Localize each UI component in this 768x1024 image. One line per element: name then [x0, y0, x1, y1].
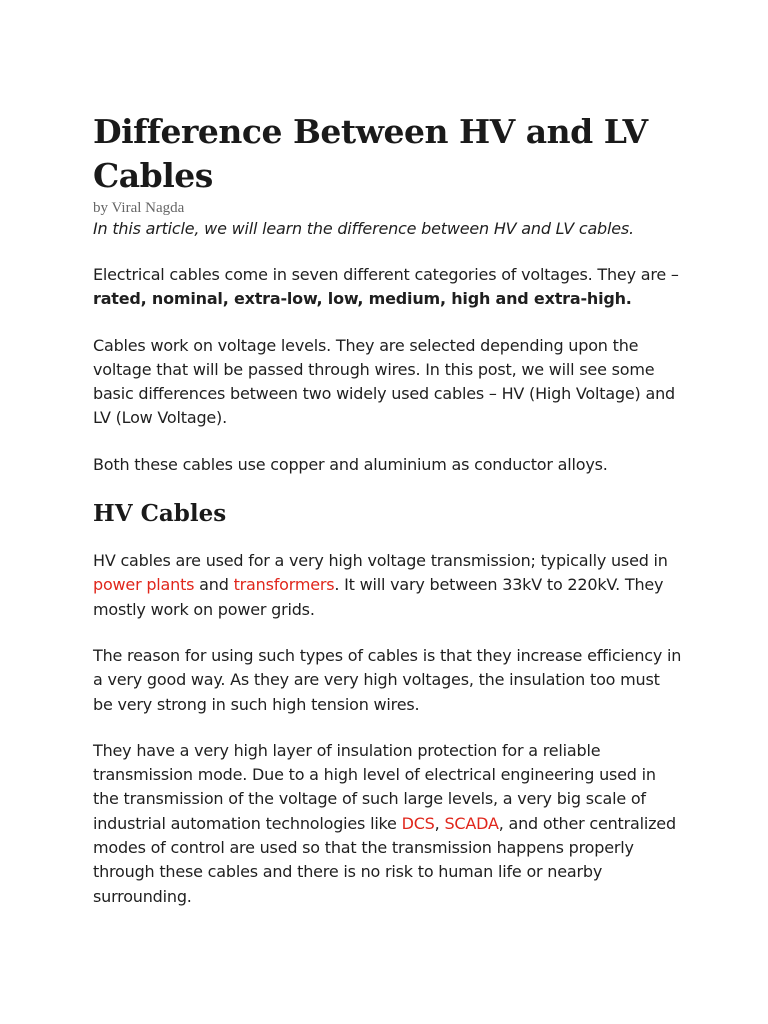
- article-title: Difference Between HV and LV Cables: [93, 112, 648, 195]
- voltage-categories-bold: rated, nominal, extra-low, low, medium, high and extra-high.: [93, 289, 632, 309]
- paragraph-text: HV cables are used for a very high voltage transmission; typically used in: [93, 551, 668, 571]
- paragraph-voltage-categories: [93, 263, 683, 312]
- link-dcs[interactable]: DCS: [401, 813, 435, 833]
- paragraph-voltage-levels: Cables work on voltage levels. They are selected depending upon the voltage that will be passed through wires. In this post, we will see some basic differences between two widely used cables – HV (High Voltage) and LV (Low Voltage).: [93, 335, 675, 428]
- byline: by Viral Nagda: [93, 200, 185, 216]
- paragraph-text: . It will vary between 33kV to 220kV. They mostly work on power grids.: [93, 575, 664, 619]
- paragraph-text: Electrical cables come in seven different categories of voltages. They are –: [93, 265, 679, 284]
- paragraph-text: , and other centralized modes of control are used so that the transmission happens properly through these cables and there is no risk to human life or nearby surrounding.: [93, 813, 676, 906]
- paragraph-hv-efficiency: The reason for using such types of cables is that they increase efficiency in a very good way. As they are very high voltages, the insulation too must be very strong in such high tension wires.: [93, 645, 682, 714]
- paragraph-text: and: [194, 575, 234, 595]
- link-scada[interactable]: SCADA: [444, 813, 499, 833]
- article: [93, 110, 683, 931]
- intro-paragraph: In this article, we will learn the difference between HV and LV cables.: [93, 219, 634, 238]
- link-power-plants[interactable]: power plants: [93, 575, 195, 595]
- link-transformers[interactable]: transformers: [233, 575, 335, 595]
- paragraph-text: They have a very high layer of insulation protection for a reliable transmission mode. Due to a high level of electrical engineering used in the transmission of the voltage of such large levels, a very big scale of industrial automation technologies like: [93, 740, 656, 833]
- paragraph-hv-insulation: [93, 739, 683, 909]
- paragraph-text: ,: [434, 813, 445, 833]
- section-heading-hv-cables: HV Cables: [93, 500, 227, 528]
- paragraph-conductor-alloys: Both these cables use copper and aluminium as conductor alloys.: [93, 454, 608, 474]
- paragraph-hv-usage: [93, 549, 683, 622]
